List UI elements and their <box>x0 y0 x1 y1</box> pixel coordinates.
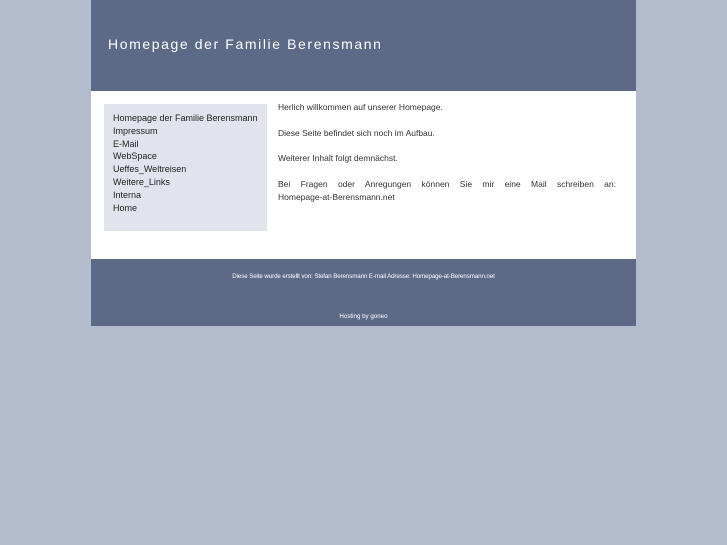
sidebar-item-interna[interactable]: Interna <box>113 189 142 200</box>
footer-hosting-link[interactable]: Hosting by goneo <box>339 313 388 320</box>
welcome-text: Herlich willkommen auf unserer Homepage. <box>278 102 443 112</box>
page-footer <box>91 259 636 326</box>
page-container <box>91 0 636 326</box>
sidebar-item-webspace[interactable]: WebSpace <box>113 151 157 162</box>
content-area <box>91 91 636 259</box>
sidebar-item-links[interactable]: Weitere_Links <box>113 176 170 187</box>
more-content-text: Weiterer Inhalt folgt demnächst. <box>278 153 398 164</box>
email-address-text: Homepage-at-Berensmann.net <box>278 191 395 202</box>
sidebar-item-home[interactable]: Home <box>113 202 138 213</box>
sidebar-item-email[interactable]: E-Mail <box>113 138 139 149</box>
page-title: Homepage der Familie Berensmann <box>108 36 383 52</box>
sidebar-item-weltreisen[interactable]: Ueffes_Weltreisen <box>113 164 187 175</box>
sidebar-item-homepage[interactable]: Homepage der Familie Berensmann <box>113 113 258 123</box>
questions-text: Bei Fragen oder Anregungen können Sie mir eine Mail schreiben an: <box>278 178 616 189</box>
footer-credit-text: Diese Seite wurde erstellt von: Stefan Berensmann E-mail Adresse: Homepage-at-Berensmann.net <box>232 273 495 280</box>
sidebar-nav <box>104 104 267 231</box>
sidebar-item-impressum[interactable]: Impressum <box>113 125 158 136</box>
main-content <box>278 101 616 203</box>
page-header <box>91 0 636 91</box>
construction-text: Diese Seite befindet sich noch im Aufbau. <box>278 127 435 138</box>
